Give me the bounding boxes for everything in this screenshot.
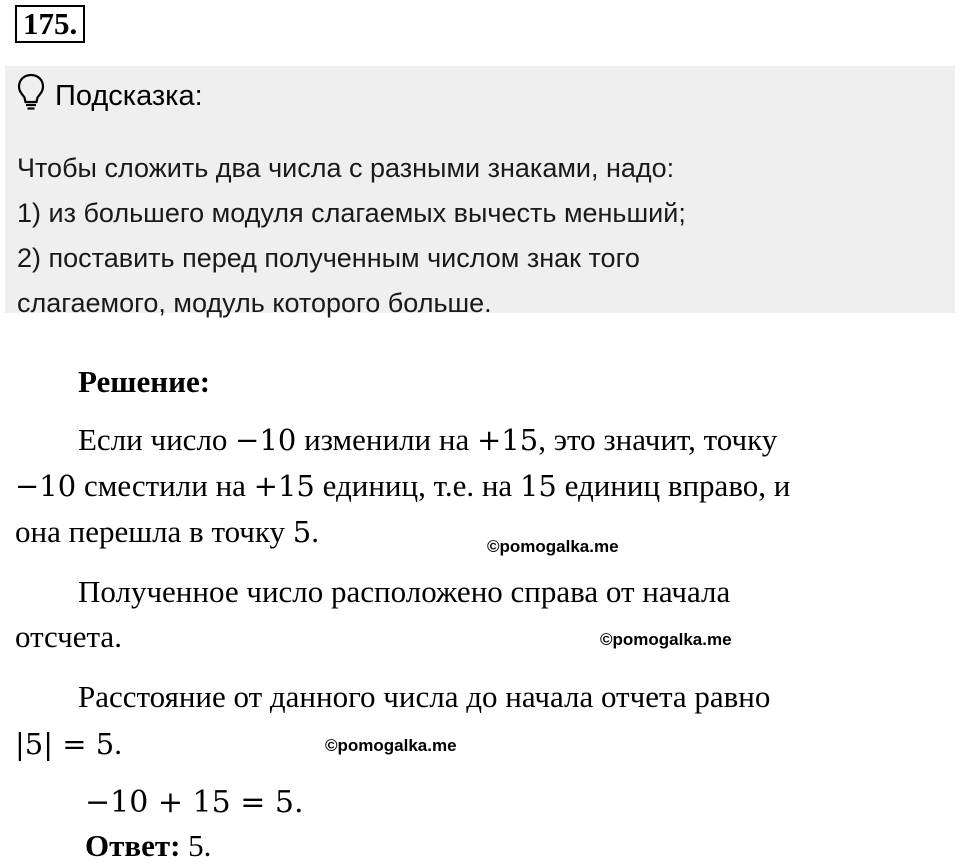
equation: −10 + 15 = 5. (85, 785, 304, 820)
lightbulb-icon (17, 73, 45, 119)
answer-value: 5. (180, 828, 212, 863)
solution-p1-line3: она перешла в точку 5. (15, 514, 319, 549)
answer-label: Ответ: (85, 828, 181, 863)
solution-p2-line2: отсчета. (15, 619, 122, 654)
solution-p2-line1: Полученное число расположено справа от начала (78, 574, 731, 609)
solution-p3-line2: |5| = 5. (15, 726, 122, 761)
solution-heading: Решение: (78, 364, 211, 399)
hint-line: 2) поставить перед полученным числом знак того (17, 243, 640, 273)
hint-line: 1) из большего модуля слагаемых вычесть меньший; (17, 198, 686, 228)
watermark: ©pomogalka.me (325, 736, 457, 755)
solution-p3-line1: Расстояние от данного числа до начала отчета равно (78, 679, 771, 714)
watermark: ©pomogalka.me (600, 630, 732, 649)
solution-p1-line1: Если число −10 изменили на +15, это значит, точку (78, 422, 778, 457)
watermark: ©pomogalka.me (487, 537, 619, 556)
solution-p1-line2: −10 сместили на +15 единиц, т.е. на 15 единиц вправо, и (15, 468, 791, 503)
hint-title: Подсказка: (55, 79, 203, 112)
answer (85, 828, 211, 864)
hint-text (17, 146, 942, 326)
hint-header (17, 76, 203, 116)
problem-number: 175. (15, 5, 85, 43)
hint-line: слагаемого, модуль которого больше. (17, 288, 492, 318)
hint-line: Чтобы сложить два числа с разными знаками, надо: (17, 153, 675, 183)
